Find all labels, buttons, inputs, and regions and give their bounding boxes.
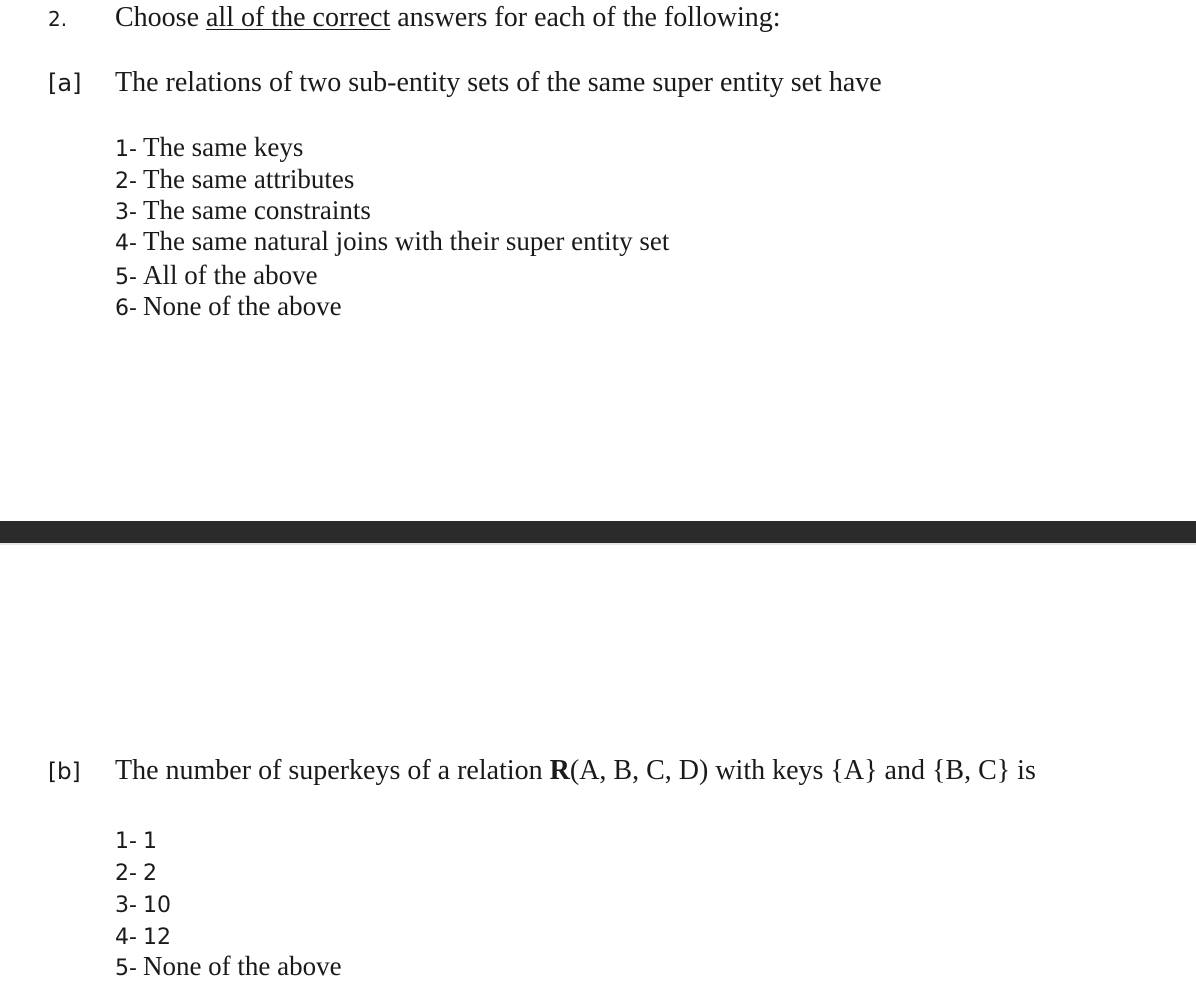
option-number: 2 xyxy=(115,169,129,194)
option-text: The same constraints xyxy=(142,195,371,225)
option-number: 4 xyxy=(115,925,129,950)
relation-name: R xyxy=(549,755,570,786)
option-text: The same natural joins with their super entity set xyxy=(142,226,670,256)
option-text: 10 xyxy=(142,893,171,918)
part-b-prompt-suffix: (A, B, C, D) with keys {A} and {B, C} is xyxy=(569,755,1036,786)
option-number: 1 xyxy=(115,137,129,162)
question-instruction xyxy=(115,2,781,34)
instruction-prefix: Choose xyxy=(115,2,199,33)
part-a-prompt: The relations of two sub-entity sets of the same super entity set have xyxy=(115,67,882,98)
option-text: None of the above xyxy=(142,291,342,321)
part-a-option-4 xyxy=(115,226,669,259)
option-separator: - xyxy=(129,956,137,981)
option-text: The same keys xyxy=(142,132,304,162)
option-text: The same attributes xyxy=(142,164,355,194)
option-separator: - xyxy=(129,296,137,321)
part-a-option-3 xyxy=(115,195,371,228)
page-bottom-section xyxy=(0,545,1196,1002)
option-separator: - xyxy=(129,925,137,950)
option-separator: - xyxy=(129,861,137,886)
option-number: 2 xyxy=(115,861,129,886)
question-number: 2. xyxy=(48,7,68,31)
part-b-prompt-prefix: The number of superkeys of a relation xyxy=(115,755,543,786)
part-b-label: [b] xyxy=(48,759,81,785)
part-b-option-5 xyxy=(115,951,342,984)
part-a-option-5 xyxy=(115,260,318,293)
page-break-divider xyxy=(0,521,1196,545)
option-separator: - xyxy=(129,200,137,225)
part-b-prompt xyxy=(115,755,1036,787)
option-number: 4 xyxy=(115,231,129,256)
part-a-option-6 xyxy=(115,291,342,324)
option-number: 3 xyxy=(115,200,129,225)
part-b-option-1 xyxy=(115,824,157,857)
part-b-option-2 xyxy=(115,856,157,889)
option-text: 12 xyxy=(142,925,171,950)
option-separator: - xyxy=(129,829,137,854)
option-text: 2 xyxy=(142,861,157,886)
option-number: 6 xyxy=(115,296,129,321)
option-number: 3 xyxy=(115,893,129,918)
instruction-suffix: answers for each of the following: xyxy=(397,2,781,33)
option-text: 1 xyxy=(142,829,157,854)
option-text: All of the above xyxy=(142,260,318,290)
option-text: None of the above xyxy=(142,951,342,981)
option-separator: - xyxy=(129,169,137,194)
option-separator: - xyxy=(129,137,137,162)
part-a-option-2 xyxy=(115,164,354,197)
part-b-option-3 xyxy=(115,888,171,921)
option-number: 1 xyxy=(115,829,129,854)
option-number: 5 xyxy=(115,956,129,981)
instruction-emphasis: all of the correct xyxy=(206,2,391,33)
option-separator: - xyxy=(129,231,137,256)
part-a-option-1 xyxy=(115,132,303,165)
option-number: 5 xyxy=(115,265,129,290)
option-separator: - xyxy=(129,893,137,918)
part-b-option-4 xyxy=(115,920,171,953)
option-separator: - xyxy=(129,265,137,290)
part-a-label: [a] xyxy=(48,69,82,97)
